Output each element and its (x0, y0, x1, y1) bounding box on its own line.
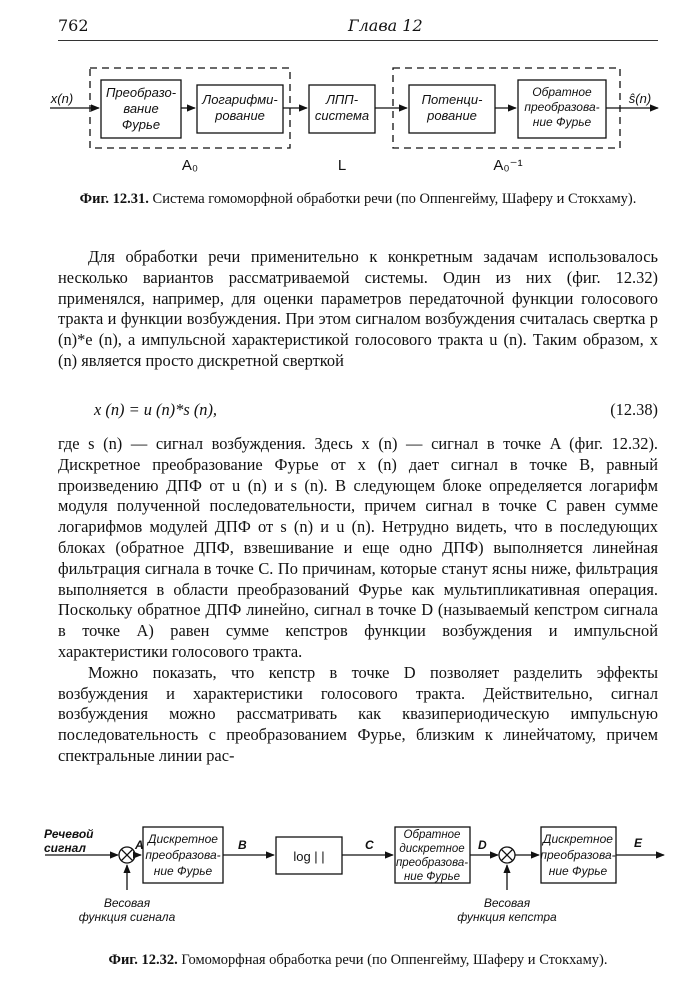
svg-text:Потенци-: Потенци- (421, 92, 483, 107)
paragraph-2: где s (n) — сигнал возбуждения. Здесь x (n) — сигнал в точке A (фиг. 12.32). Дискретное преобразование Фурье от x (n) дает сигнал в точке B, равный произведению ДПФ от u (n) и s (n). В следующем блоке определяется логарифм модуля полученной последовательности, причем сигнал в точке C равен сумме логарифмов модулей ДПФ от s (n) и u (n). Нетрудно видеть, что в последующих блоках (обратное ДПФ, взвешивание и еще одно ДПФ) выполняется линейная фильтрация сигнала в точке C. По причинам, которые станут ясны ниже, фильтрация выполняется в области преобразований Фурье как мультипликативная операция. Поскольку обратное ДПФ линейно, сигнал в точке D (называемый кепстром сигнала в точке A) равен сумме кепстров функции возбуждения и импульсной характеристики голосового тракта. (58, 434, 658, 661)
svg-text:преобразова-: преобразова- (524, 100, 600, 114)
body-text-1 (58, 247, 658, 372)
chapter-title: Глава 12 (348, 16, 423, 35)
svg-text:Обратное: Обратное (532, 85, 592, 99)
svg-text:ние Фурье: ние Фурье (548, 864, 608, 878)
weight-signal-label: Весовая (103, 896, 151, 910)
svg-text:преобразова-: преобразова- (145, 848, 221, 862)
svg-text:ЛПП-: ЛПП- (325, 92, 359, 107)
page-header (58, 16, 658, 41)
label-a0: A₀ (181, 157, 199, 174)
svg-text:рование: рование (215, 108, 265, 123)
equation-12-38 (58, 400, 658, 422)
figure-12-31 (0, 50, 700, 180)
point-c: C (365, 838, 374, 852)
svg-text:log | |: log | | (293, 849, 325, 864)
equation-number: (12.38) (610, 400, 658, 419)
caption-label: Фиг. 12.32. (108, 952, 178, 968)
figure-12-31-caption (58, 190, 658, 209)
label-l: L (337, 157, 347, 174)
caption-text: Система гомоморфной обработки речи (по Оппенгейму, Шаферу и Стокхаму). (152, 191, 637, 207)
output-label: ŝ(n) (628, 91, 652, 106)
svg-text:Дискретное: Дискретное (148, 832, 218, 846)
figure-12-32 (0, 815, 700, 940)
input-label: x(n) (50, 91, 74, 106)
svg-text:вание: вание (123, 101, 159, 116)
point-b: B (238, 838, 247, 852)
figure-12-32-caption (58, 951, 658, 970)
svg-text:Логарифми-: Логарифми- (202, 92, 278, 107)
svg-text:дискретное: дискретное (399, 843, 465, 855)
svg-text:система: система (314, 108, 370, 123)
weight-cepstrum-label: Весовая (483, 896, 531, 910)
svg-text:функция кепстра: функция кепстра (457, 910, 557, 924)
svg-text:преобразова-: преобразова- (540, 848, 616, 862)
svg-text:ние Фурье: ние Фурье (153, 864, 213, 878)
body-text-2 (58, 434, 658, 767)
point-a: A (135, 838, 144, 852)
paragraph-1: Для обработки речи применительно к конкретным задачам использовалось несколько вариантов рассматриваемой системы. Один из них (фиг. 12.32) применялся, например, для оценки параметров передаточной функции голосового тракта и функции возбуждения. При этом сигналом возбуждения считалась свертка p (n)*e (n), а импульсной характеристикой голосового тракта u (n). Таким образом, x (n) является просто дискретной сверткой (58, 247, 658, 370)
point-d: D (478, 838, 487, 852)
svg-text:преобразова-: преобразова- (395, 857, 469, 869)
caption-text: Гомоморфная обработка речи (по Оппенгейму, Шаферу и Стокхаму). (181, 952, 608, 968)
svg-text:функция сигнала: функция сигнала (78, 910, 176, 924)
svg-text:рование: рование (427, 108, 477, 123)
svg-text:Преобразо-: Преобразо- (105, 85, 177, 100)
svg-text:Обратное: Обратное (403, 829, 461, 841)
svg-text:ние Фурье: ние Фурье (532, 115, 592, 129)
page-number: 762 (58, 16, 89, 35)
input-speech-label: Речевой (44, 827, 94, 841)
point-e: E (634, 836, 643, 850)
svg-text:Фурье: Фурье (121, 117, 161, 132)
caption-label: Фиг. 12.31. (79, 191, 149, 207)
svg-text:ние Фурье: ние Фурье (403, 871, 461, 883)
svg-text:Дискретное: Дискретное (543, 832, 613, 846)
svg-text:сигнал: сигнал (44, 841, 86, 855)
paragraph-3: Можно показать, что кепстр в точке D позволяет разделить эффекты возбуждения и характеристики голосового тракта. Действительно, сигнал возбуждения можно рассматривать как квазипериодическую импульсную последовательность с преобразованием Фурье, близким к линейчатому, причем спектральные линии рас- (58, 662, 658, 765)
equation-expression: x (n) = u (n)*s (n), (94, 400, 218, 419)
label-a0-inverse: A₀⁻¹ (493, 157, 523, 174)
